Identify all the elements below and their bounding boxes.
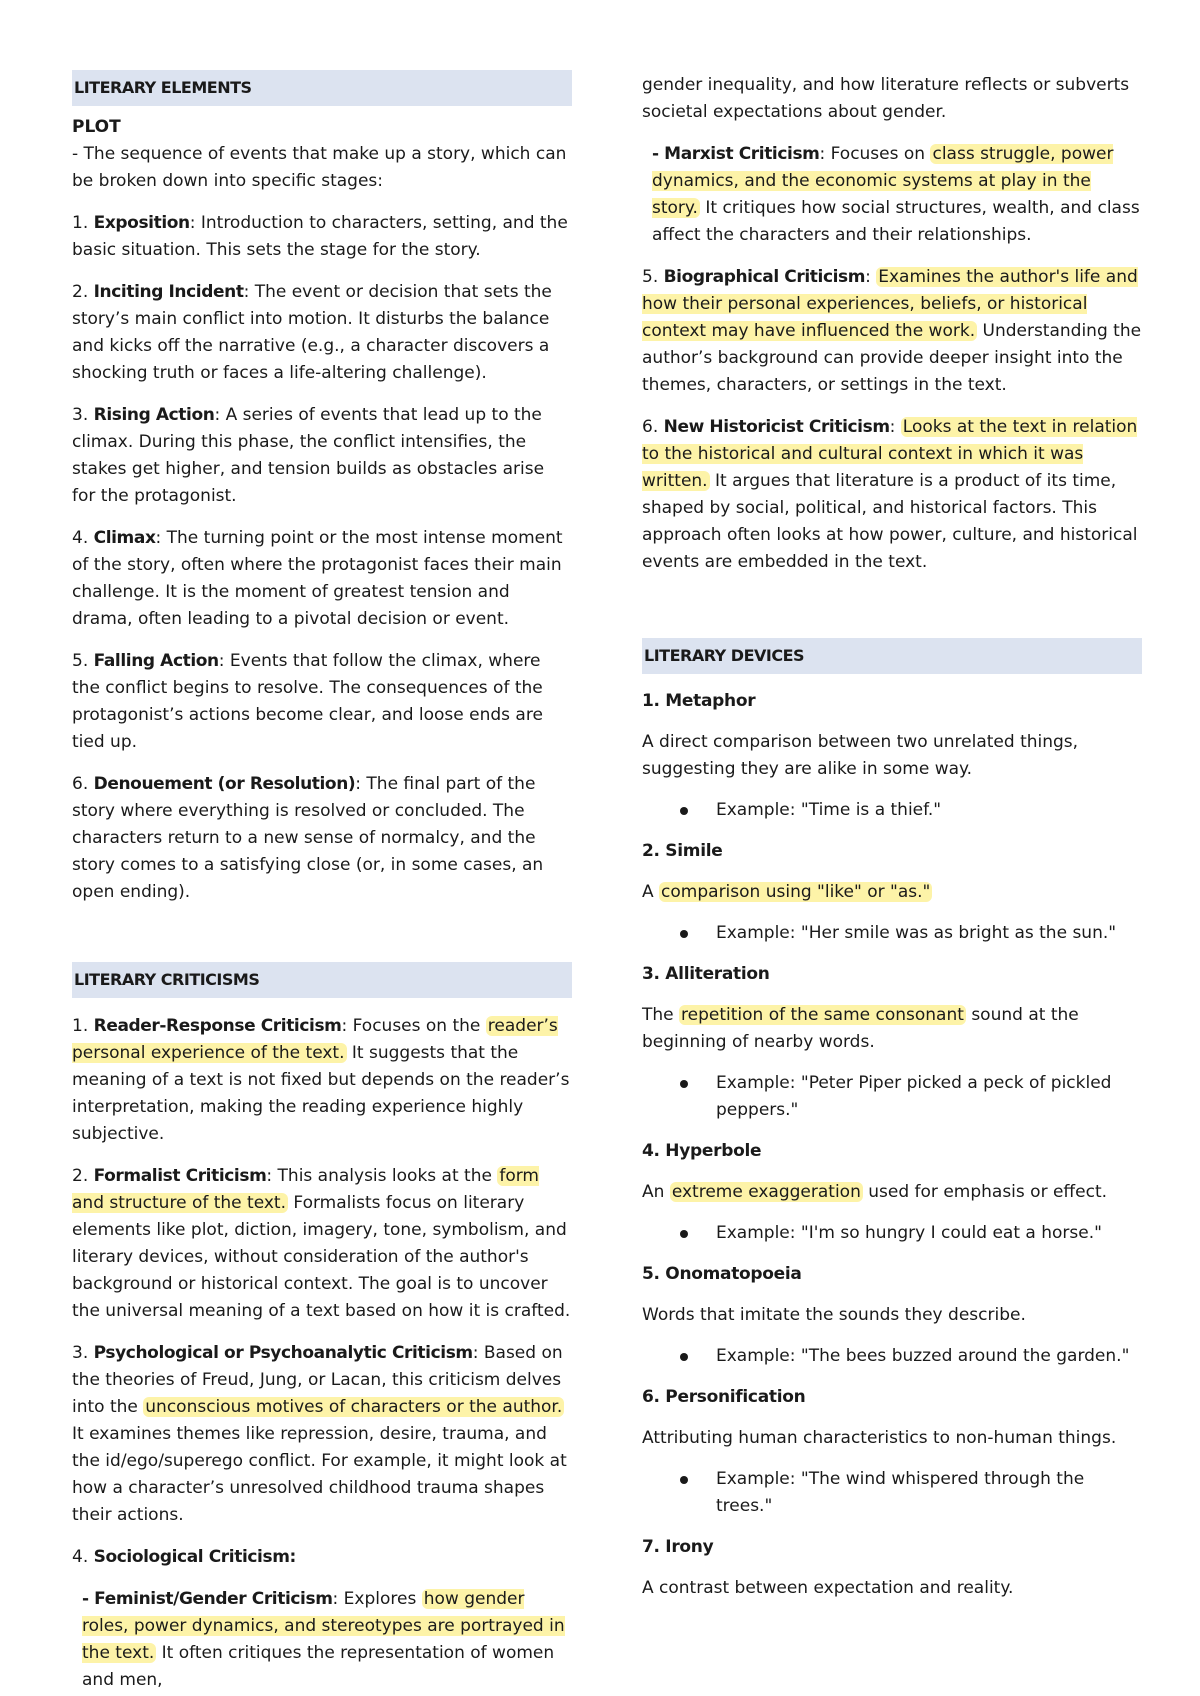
bullet-icon [680, 807, 688, 815]
criticism-subitem-marxist: - Marxist Criticism: Focuses on class struggle, power dynamics, and the economic systems at play in the story. It critiques how social structures, wealth, and class affect the characters and their relationships. [652, 144, 1140, 245]
device-example: Example: "Her smile was as bright as the sun." [642, 920, 1142, 947]
highlight: reader’s personal experience of the text. [72, 1016, 558, 1063]
device-metaphor [642, 688, 1142, 824]
highlight: Examines the author's life and how their personal experiences, beliefs, or historical context may have influenced the work. [642, 267, 1138, 341]
device-description: The repetition of the same consonant sound at the beginning of nearby words. [642, 1005, 1079, 1052]
device-description: A comparison using "like" or "as." [642, 882, 931, 902]
plot-stage: 5. Falling Action: Events that follow the climax, where the conflict begins to resolve. The consequences of the protagonist’s actions become clear, and loose ends are tied up. [72, 651, 543, 752]
feminist-continuation: gender inequality, and how literature reflects or subverts societal expectations about gender. [642, 75, 1130, 122]
highlight: Looks at the text in relation to the historical and cultural context in which it was written. [642, 417, 1138, 491]
device-description: Words that imitate the sounds they describe. [642, 1305, 1026, 1325]
plot-stage: 4. Climax: The turning point or the most intense moment of the story, often where the protagonist faces their main challenge. It is the moment of greatest tension and drama, often leading to a pivotal decision or event. [72, 528, 563, 629]
section-header-literary-devices: LITERARY DEVICES [642, 638, 1142, 674]
device-title: 2. Simile [642, 841, 723, 861]
device-title: 7. Irony [642, 1537, 714, 1557]
highlight: how gender roles, power dynamics, and stereotypes are portrayed in the text. [82, 1589, 565, 1663]
section-header-literary-elements: LITERARY ELEMENTS [72, 70, 572, 106]
device-example: Example: "Peter Piper picked a peck of pickled peppers." [642, 1070, 1142, 1124]
criticism-item: 2. Formalist Criticism: This analysis looks at the form and structure of the text. Formalists focus on literary elements like plot, diction, imagery, tone, symbolism, and literary devices, without consideration of the author's background or historical context. The goal is to uncover the universal meaning of a text based on how it is crafted. [72, 1166, 571, 1321]
device-hyperbole [642, 1138, 1142, 1247]
plot-stage: 2. Inciting Incident: The event or decision that sets the story’s main conflict into motion. It disturbs the balance and kicks off the narrative (e.g., a character discovers a shocking truth or faces a life-altering challenge). [72, 282, 552, 383]
device-title: 3. Alliteration [642, 964, 770, 984]
device-description: A contrast between expectation and reality. [642, 1578, 1014, 1598]
criticism-item-sociological: 4. Sociological Criticism: [72, 1547, 296, 1567]
plot-stage: 1. Exposition: Introduction to characters, setting, and the basic situation. This sets the stage for the story. [72, 213, 568, 260]
device-example: Example: "The wind whispered through the trees." [642, 1466, 1142, 1520]
left-column [72, 70, 572, 1694]
device-description: Attributing human characteristics to non-human things. [642, 1428, 1117, 1448]
bullet-icon [680, 1230, 688, 1238]
right-column [642, 72, 1142, 1602]
highlight: class struggle, power dynamics, and the economic systems at play in the story. [652, 144, 1114, 218]
device-onomatopoeia [642, 1261, 1142, 1370]
highlight: comparison using "like" or "as." [661, 882, 931, 902]
criticism-subitem-feminist: - Feminist/Gender Criticism: Explores how gender roles, power dynamics, and stereotypes are portrayed in the text. It often critiques the representation of women and men, [82, 1589, 565, 1690]
highlight: repetition of the same consonant [681, 1005, 964, 1025]
device-title: 1. Metaphor [642, 691, 756, 711]
criticism-item: 3. Psychological or Psychoanalytic Criticism: Based on the theories of Freud, Jung, or Lacan, this criticism delves into the unconscious motives of characters or the author. It examines themes like repression, desire, trauma, and the id/ego/superego conflict. For example, it might look at how a character’s unresolved childhood trauma shapes their actions. [72, 1343, 567, 1525]
criticism-item-biographical: 5. Biographical Criticism: Examines the author's life and how their personal experiences, beliefs, or historical context may have influenced the work. Understanding the author’s background can provide deeper insight into the themes, characters, or settings in the text. [642, 267, 1142, 395]
device-description: An extreme exaggeration used for emphasis or effect. [642, 1182, 1108, 1202]
device-alliteration [642, 961, 1142, 1124]
criticism-item: 1. Reader-Response Criticism: Focuses on the reader’s personal experience of the text. It suggests that the meaning of a text is not fixed but depends on the reader’s interpretation, making the reading experience highly subjective. [72, 1016, 570, 1144]
device-irony [642, 1534, 1142, 1602]
bullet-icon [680, 1080, 688, 1088]
bullet-icon [680, 1353, 688, 1361]
plot-stage: 3. Rising Action: A series of events that lead up to the climax. During this phase, the conflict intensifies, the stakes get higher, and tension builds as obstacles arise for the protagonist. [72, 405, 545, 506]
device-simile [642, 838, 1142, 947]
section-header-literary-criticisms: LITERARY CRITICISMS [72, 962, 572, 998]
plot-intro: - The sequence of events that make up a story, which can be broken down into specific stages: [72, 144, 567, 191]
plot-title: PLOT [72, 117, 121, 137]
highlight: form and structure of the text. [72, 1166, 539, 1213]
plot-stage: 6. Denouement (or Resolution): The final part of the story where everything is resolved or concluded. The characters return to a new sense of normalcy, and the story comes to a satisfying close (or, in some cases, an open ending). [72, 774, 544, 902]
device-personification [642, 1384, 1142, 1520]
device-example: Example: "Time is a thief." [642, 797, 1142, 824]
highlight: extreme exaggeration [671, 1182, 861, 1202]
bullet-icon [680, 930, 688, 938]
highlight: unconscious motives of characters or the author. [145, 1397, 563, 1417]
criticism-item-new-historicist: 6. New Historicist Criticism: Looks at the text in relation to the historical and cultural context in which it was written. It argues that literature is a product of its time, shaped by social, political, and historical factors. This approach often looks at how power, culture, and historical events are embedded in the text. [642, 417, 1138, 572]
device-example: Example: "I'm so hungry I could eat a horse." [642, 1220, 1142, 1247]
bullet-icon [680, 1476, 688, 1484]
device-title: 4. Hyperbole [642, 1141, 762, 1161]
device-title: 5. Onomatopoeia [642, 1264, 802, 1284]
device-title: 6. Personification [642, 1387, 806, 1407]
device-example: Example: "The bees buzzed around the garden." [642, 1343, 1142, 1370]
device-description: A direct comparison between two unrelated things, suggesting they are alike in some way. [642, 732, 1079, 779]
